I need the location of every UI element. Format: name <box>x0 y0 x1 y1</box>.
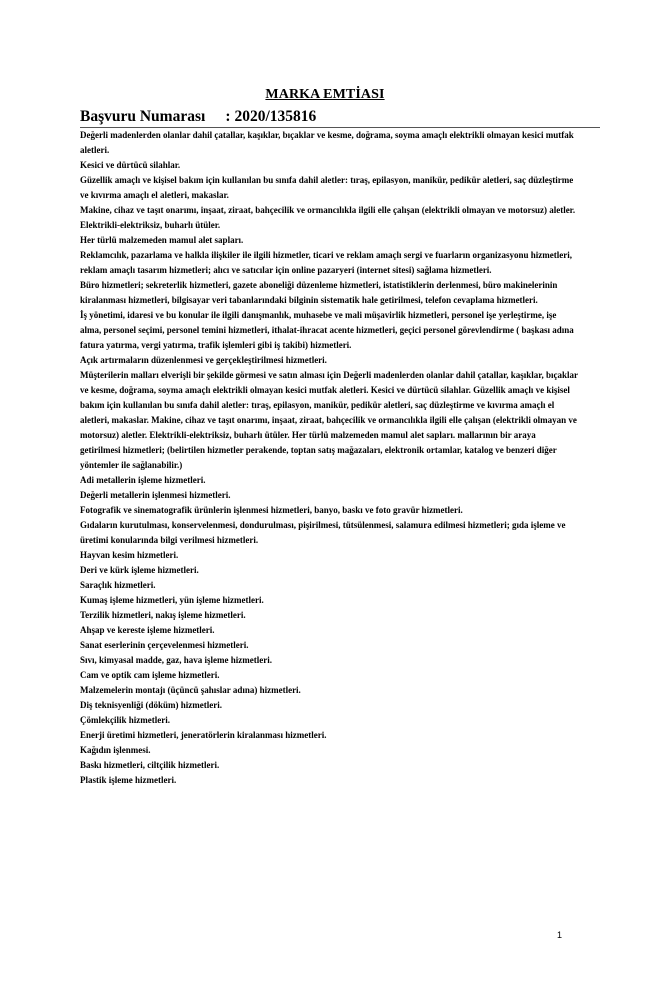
list-item: Hayvan kesim hizmetleri. <box>80 550 179 560</box>
list-item: Gıdaların kurutulması, konservelenmesi, dondurulması, pişirilmesi, tütsülenmesi, salamura edilmesi hizmetleri; gıda işleme ve üretimi konularında bilgi verilmesi hizmetleri. <box>80 520 566 545</box>
list-item: Değerli metallerin işlenmesi hizmetleri. <box>80 490 231 500</box>
list-item: Elektrikli-elektriksiz, buharlı ütüler. <box>80 220 221 230</box>
list-item: Sıvı, kimyasal madde, gaz, hava işleme hizmetleri. <box>80 655 272 665</box>
list-item: Saraçlık hizmetleri. <box>80 580 156 590</box>
list-item: Kağıdın işlenmesi. <box>80 745 151 755</box>
list-item: Deri ve kürk işleme hizmetleri. <box>80 565 199 575</box>
goods-services-list <box>80 128 578 788</box>
list-item: Her türlü malzemeden mamul alet sapları. <box>80 235 244 245</box>
application-number-label: Başvuru Numarası <box>80 108 206 125</box>
application-number-row <box>80 108 600 128</box>
list-item: Cam ve optik cam işleme hizmetleri. <box>80 670 220 680</box>
list-item: Fotografik ve sinematografik ürünlerin işlenmesi hizmetleri, banyo, baskı ve foto gravür hizmetleri. <box>80 505 463 515</box>
list-item: Kumaş işleme hizmetleri, yün işleme hizmetleri. <box>80 595 264 605</box>
list-item: Diş teknisyenliği (döküm) hizmetleri. <box>80 700 222 710</box>
list-item: Baskı hizmetleri, ciltçilik hizmetleri. <box>80 760 220 770</box>
list-item: Değerli madenlerden olanlar dahil çatallar, kaşıklar, bıçaklar ve kesme, doğrama, soyma amaçlı elektrikli olmayan kesici mutfak aletleri. <box>80 130 574 155</box>
list-item: İş yönetimi, idaresi ve bu konular ile ilgili danışmanlık, muhasebe ve mali müşavirlik hizmetleri, personel işe yerleştirme, işe alma, personel seçimi, personel temini hizmetleri, ithalat-ihracat acente hizmetleri, geçici personel görevlendirme ( başkası adına fatura yatırma, vergi yatırma, trafik işlemleri gibi iş takibi) hizmetleri. <box>80 310 574 350</box>
list-item: Açık artırmaların düzenlenmesi ve gerçekleştirilmesi hizmetleri. <box>80 355 327 365</box>
application-number-value: 2020/135816 <box>234 108 317 125</box>
list-item: Terzilik hizmetleri, nakış işleme hizmetleri. <box>80 610 246 620</box>
document-title: MARKA EMTİASI <box>265 87 385 102</box>
application-number-separator: : <box>225 108 231 125</box>
list-item: Malzemelerin montajı (üçüncü şahıslar adına) hizmetleri. <box>80 685 301 695</box>
list-item: Güzellik amaçlı ve kişisel bakım için kullanılan bu sınıfa dahil aletler: tıraş, epilasyon, manikür, pedikür aletleri, saç düzleştirme ve kıvırma amaçlı el aletleri, makaslar. <box>80 175 574 200</box>
list-item: Enerji üretimi hizmetleri, jeneratörlerin kiralanması hizmetleri. <box>80 730 327 740</box>
list-item: Reklamcılık, pazarlama ve halkla ilişkiler ile ilgili hizmetler, ticari ve reklam amaçlı sergi ve fuarların organizasyonu hizmetleri, reklam amaçlı tasarım hizmetleri; alıcı ve satıcılar için online pazaryeri (internet sitesi) sağlama hizmetleri. <box>80 250 573 275</box>
list-item: Makine, cihaz ve taşıt onarımı, inşaat, ziraat, bahçecilik ve ormancılıkla ilgili elle çalışan (elektrikli olmayan ve motorsuz) aletler. <box>80 205 576 215</box>
page-number: 1 <box>557 930 563 940</box>
list-item: Plastik işleme hizmetleri. <box>80 775 177 785</box>
list-item: Çömlekçilik hizmetleri. <box>80 715 170 725</box>
list-item: Kesici ve dürtücü silahlar. <box>80 160 181 170</box>
list-item: Büro hizmetleri; sekreterlik hizmetleri, gazete aboneliği düzenleme hizmetleri, istatistiklerin derlenmesi, büro makinelerinin kiralanması hizmetleri, bilgisayar veri tabanlarındaki bilginin sistematik hale getirilmesi, telefon cevaplama hizmetleri. <box>80 280 558 305</box>
list-item: Adi metallerin işleme hizmetleri. <box>80 475 206 485</box>
list-item: Ahşap ve kereste işleme hizmetleri. <box>80 625 215 635</box>
list-item: Sanat eserlerinin çerçevelenmesi hizmetleri. <box>80 640 249 650</box>
list-item: Müşterilerin malları elverişli bir şekilde görmesi ve satın alması için Değerli madenlerden olanlar dahil çatallar, kaşıklar, bıçaklar ve kesme, doğrama, soyma amaçlı elektrikli olmayan kesici mutfak aletleri. Kesici ve dürtücü silahlar. Güzellik amaçlı ve kişisel bakım için kullanılan bu sınıfa dahil aletler: tıraş, epilasyon, manikür, pedikür aletleri, saç düzleştirme ve kıvırma amaçlı el aletleri, makaslar. Makine, cihaz ve taşıt onarımı, inşaat, ziraat, bahçecilik ve ormancılıkla ilgili elle çalışan (elektrikli olmayan ve motorsuz) aletler. Elektrikli-elektriksiz, buharlı ütüler. Her türlü malzemeden mamul alet sapları. mallarının bir araya getirilmesi hizmetleri; (belirtilen hizmetler perakende, toptan satış mağazaları, elektronik ortamlar, katalog ve benzeri diğer yöntemler ile sağlanabilir.) <box>80 370 578 470</box>
